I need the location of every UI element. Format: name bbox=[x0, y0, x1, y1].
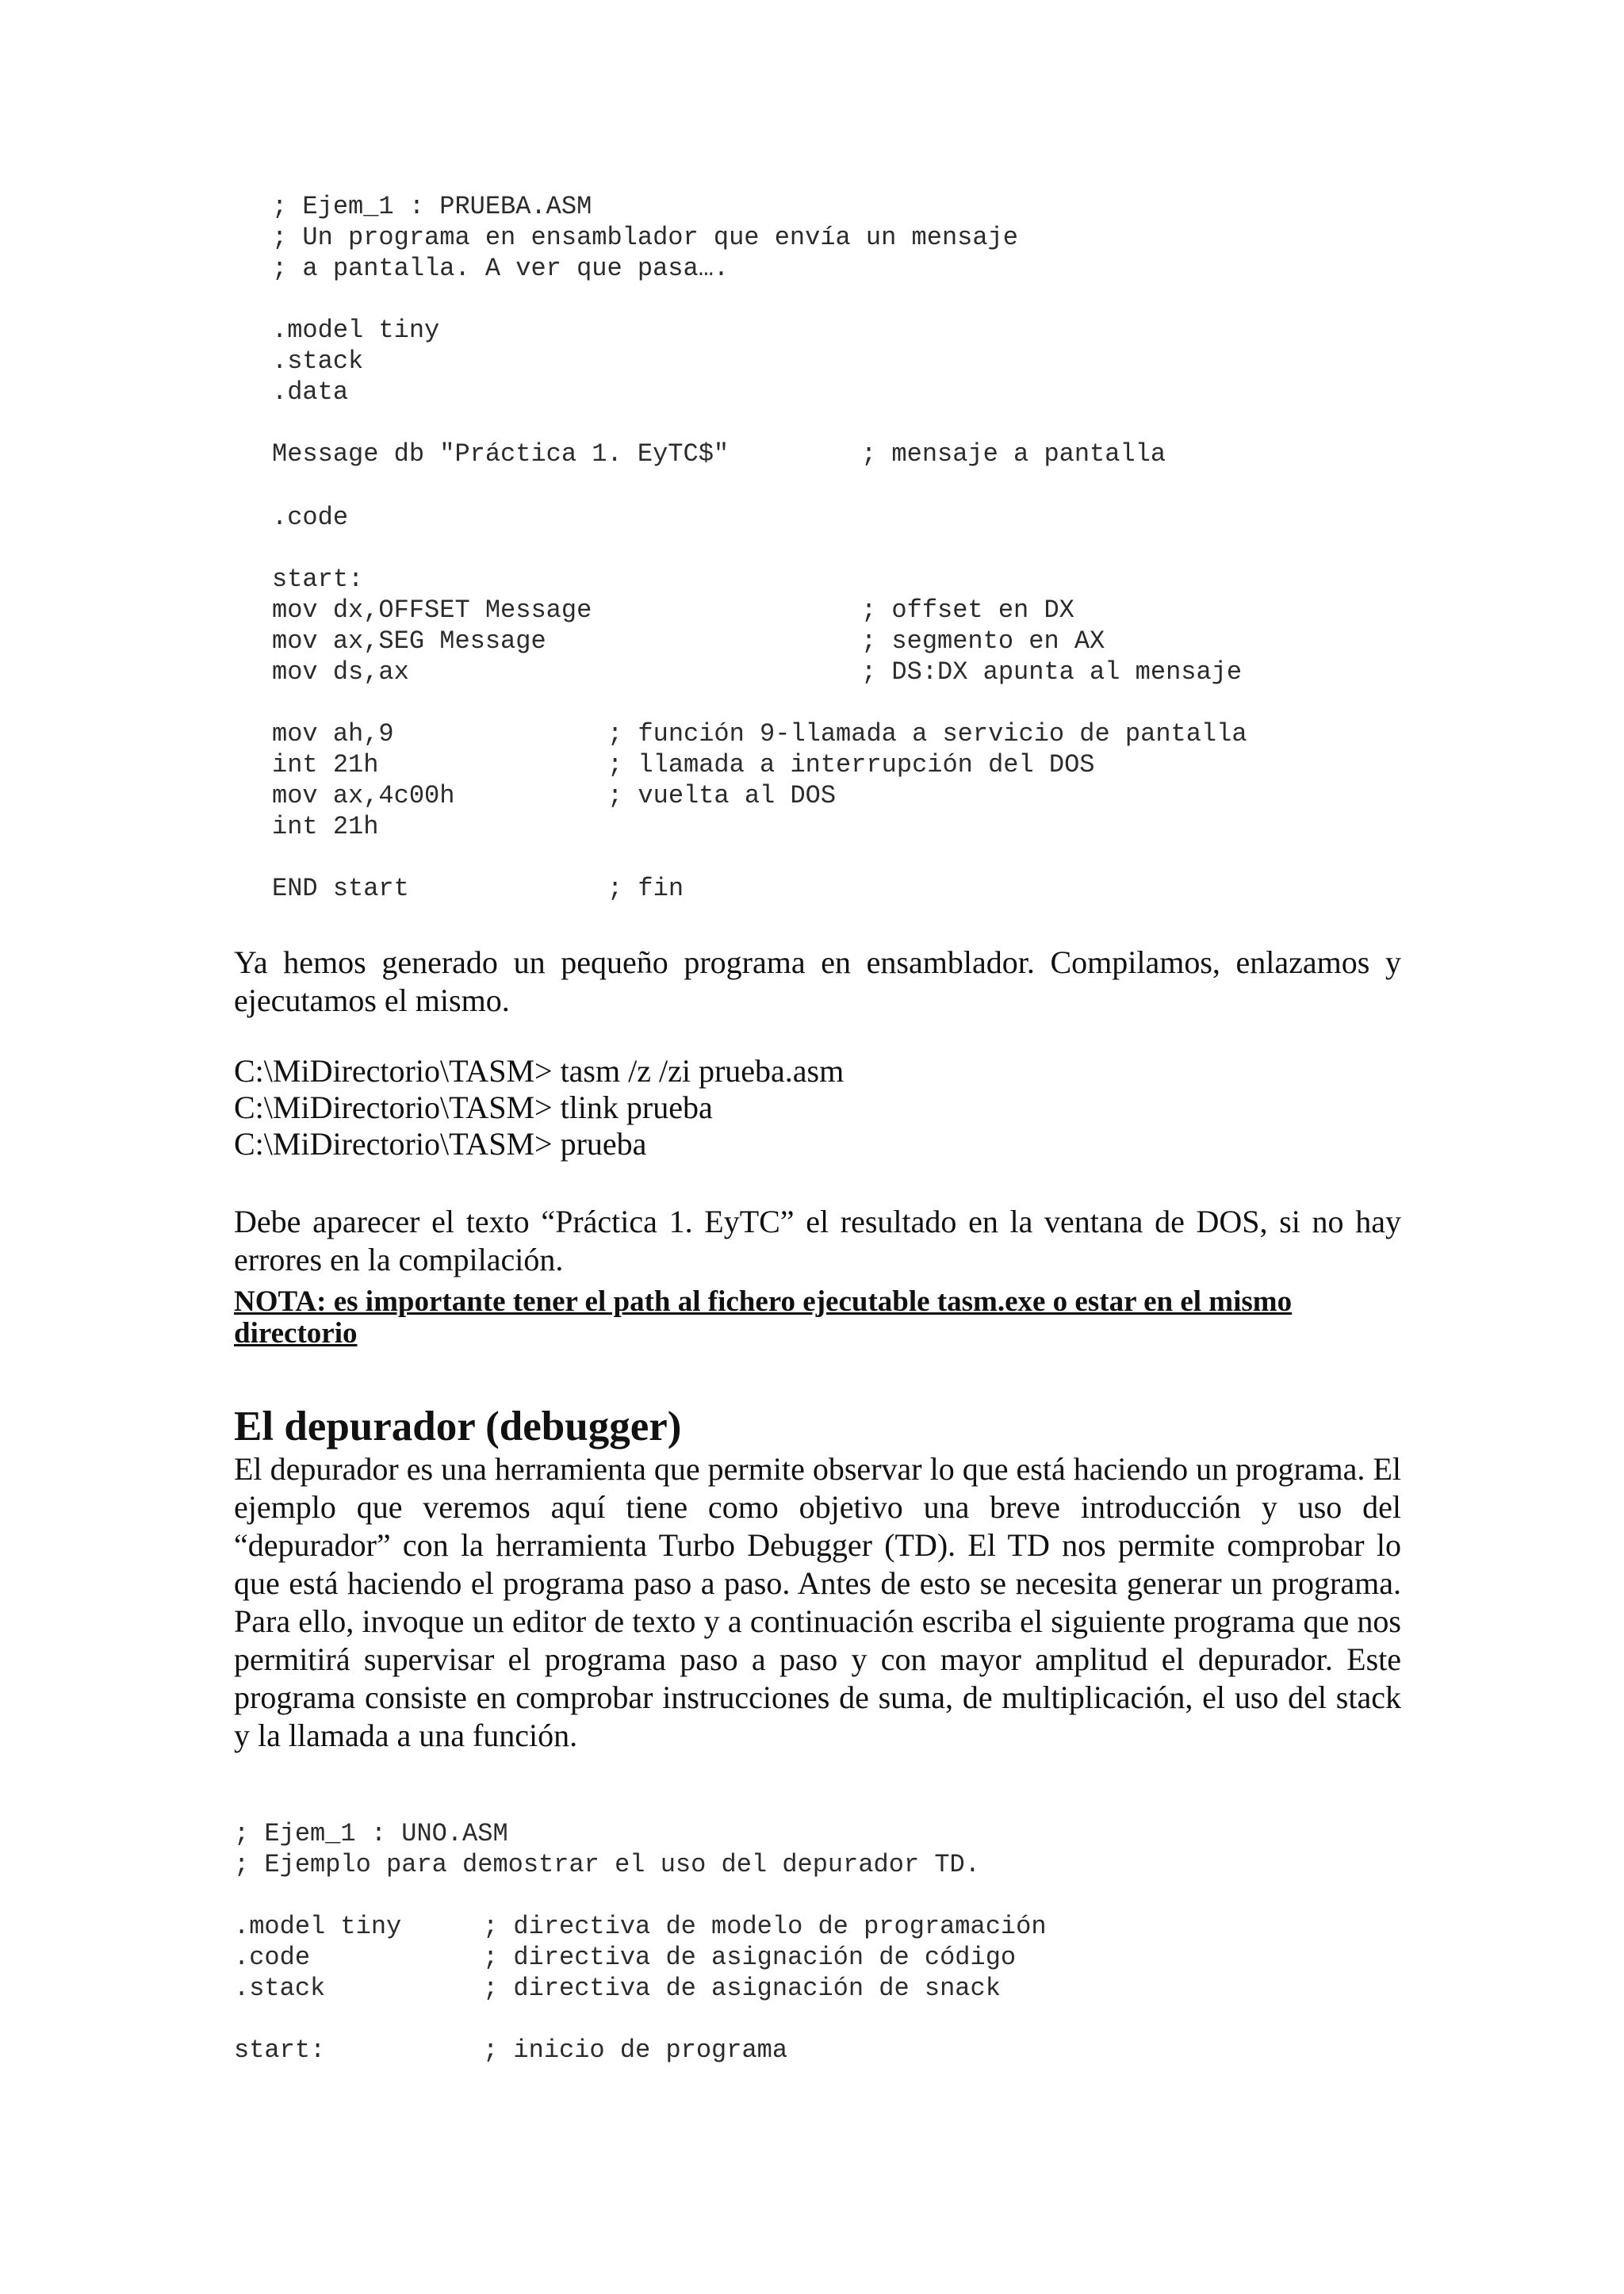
result-paragraph: Debe aparecer el texto “Práctica 1. EyTC” el resultado en la ventana de DOS, si no hay errores en la compilación. bbox=[234, 1204, 1401, 1277]
command-line: C:\MiDirectorio\TASM> prueba bbox=[234, 1126, 647, 1162]
command-line: C:\MiDirectorio\TASM> tlink prueba bbox=[234, 1090, 713, 1125]
intro-paragraph: Ya hemos generado un pequeño programa en ensamblador. Compilamos, enlazamos y ejecutamos el mismo. bbox=[234, 944, 1401, 1018]
command-line: C:\MiDirectorio\TASM> tasm /z /zi prueba.asm bbox=[234, 1053, 845, 1089]
code-listing-prueba: ; Ejem_1 : PRUEBA.ASM ; Un programa en ensamblador que envía un mensaje ; a pantalla. A ver que pasa…. .model tiny .stack .data Message db "Práctica 1. EyTC$" ; mensaje a pantalla .code start: mov dx,OFFSET Message ; offset en DX mov ax,SEG Message ; segmento en AX mov ds,ax ; DS:DX apunta al mensaje mov ah,9 ; función 9-llamada a servicio de pantalla int 21h ; llamada a interrupción del DOS mov ax,4c00h ; vuelta al DOS int 21h END start ; fin bbox=[272, 192, 1247, 903]
code-listing-uno: ; Ejem_1 : UNO.ASM ; Ejemplo para demostrar el uso del depurador TD. .model tiny ; directiva de modelo de programación .code ; directiva de asignación de código .stack ; directiva de asignación de snack start: ; inicio de programa bbox=[234, 1819, 1047, 2065]
section-heading: El depurador (debugger) bbox=[234, 1404, 682, 1450]
note-text: NOTA: es importante tener el path al fichero ejecutable tasm.exe o estar en el mismo directorio bbox=[234, 1285, 1293, 1350]
section-paragraph: El depurador es una herramienta que permite observar lo que está haciendo un programa. El ejemplo que veremos aquí tiene como objetivo una breve introducción y uso del “depurador” con la herramienta Turbo Debugger (TD). El TD nos permite comprobar lo que está haciendo el programa paso a paso. Antes de esto se necesita generar un programa. Para ello, invoque un editor de texto y a continuación escriba el siguiente programa que nos permitirá supervisar el programa paso a paso y con mayor amplitud el depurador. Este programa consiste en comprobar instrucciones de suma, de multiplicación, el uso del stack y la llamada a una función. bbox=[234, 1451, 1401, 1753]
